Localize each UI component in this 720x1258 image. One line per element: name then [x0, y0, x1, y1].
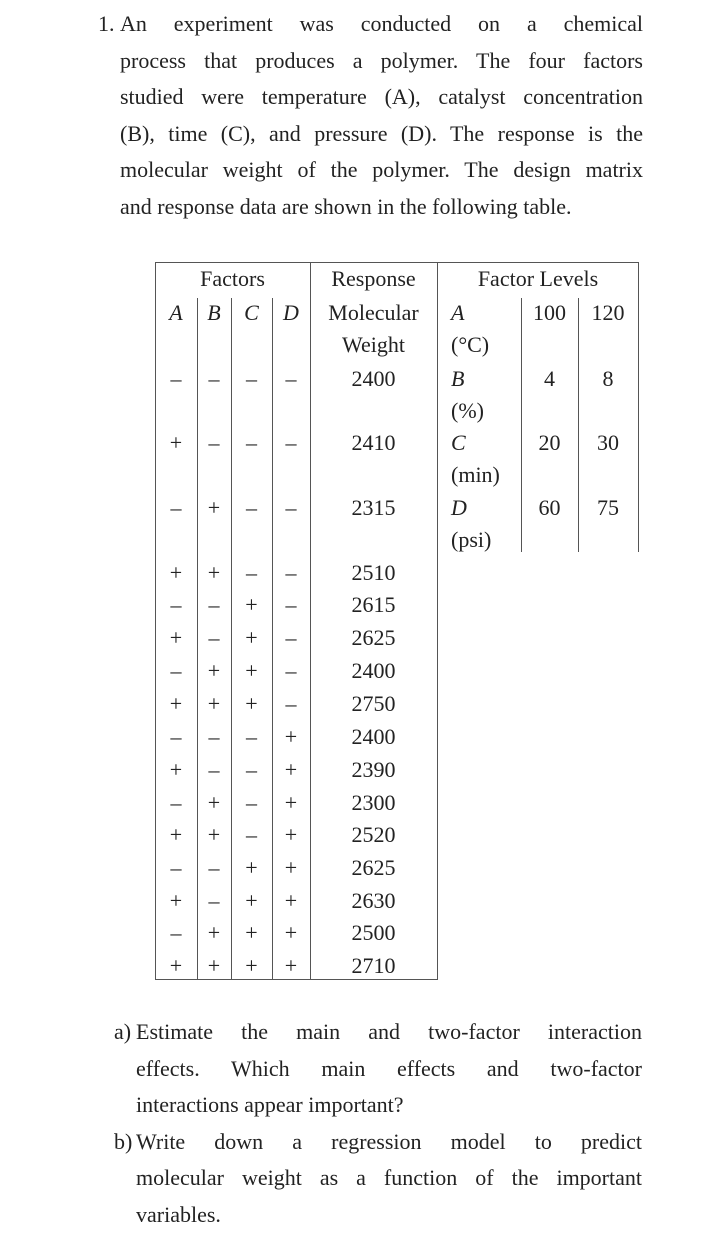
- level-b-unit: (%): [451, 398, 484, 423]
- run-7-c-sign: +: [245, 658, 258, 683]
- run-11-d-sign: +: [284, 790, 298, 815]
- level-c-unit: (min): [451, 462, 500, 487]
- run-15-response: 2500: [351, 920, 396, 945]
- run-13-response: 2625: [351, 855, 396, 880]
- run-15-c-sign: +: [245, 920, 258, 945]
- header-weight: Weight: [342, 332, 405, 357]
- level-b-high: 8: [602, 366, 614, 391]
- response-divider: [437, 262, 438, 979]
- level-a-high: 120: [591, 300, 625, 325]
- level-d-name: D: [451, 495, 467, 520]
- run-6-b-sign: –: [208, 625, 220, 650]
- run-15-d-sign: +: [284, 920, 298, 945]
- question-a-line-3: interactions appear important?: [136, 1092, 404, 1118]
- problem-number: 1.: [98, 11, 115, 36]
- header-molecular: Molecular: [328, 300, 419, 325]
- problem-line-2: process that produces a polymer. The four factors: [120, 47, 643, 73]
- problem-line-1: 1. An experiment was conducted on a chemical: [98, 6, 643, 43]
- levels-border-right: [638, 262, 639, 552]
- level-c-low: 20: [538, 430, 561, 455]
- run-11-c-sign: –: [246, 790, 257, 815]
- run-9-response: 2400: [351, 724, 396, 749]
- run-8-b-sign: +: [207, 691, 221, 716]
- run-15-b-sign: +: [207, 920, 221, 945]
- run-11-b-sign: +: [207, 790, 221, 815]
- run-1-b-sign: –: [208, 366, 220, 391]
- run-12-response: 2520: [351, 822, 396, 847]
- problem-statement: [98, 6, 643, 226]
- problem-line-5: molecular weight of the polymer. The design matrix: [120, 157, 643, 183]
- run-1-d-sign: –: [285, 366, 297, 391]
- question-a-line-2: effects. Which main effects and two-factor: [136, 1055, 642, 1081]
- run-10-c-sign: –: [246, 757, 257, 782]
- question-b-line-1: Write down a regression model to predict: [136, 1128, 642, 1154]
- run-1-response: 2400: [351, 366, 396, 391]
- run-9-c-sign: –: [246, 724, 257, 749]
- run-2-a-sign: +: [169, 430, 183, 455]
- level-a-name: A: [451, 300, 465, 325]
- run-2-c-sign: –: [246, 430, 257, 455]
- run-14-a-sign: +: [169, 888, 183, 913]
- run-8-response: 2750: [351, 691, 396, 716]
- run-14-c-sign: +: [245, 888, 258, 913]
- run-5-c-sign: +: [245, 592, 258, 617]
- level-a-unit: (°C): [451, 332, 490, 357]
- table-border-top: [155, 262, 639, 263]
- run-3-response: 2315: [351, 495, 396, 520]
- question-a-line-1: Estimate the main and two-factor interaction: [136, 1019, 642, 1044]
- run-13-a-sign: –: [170, 855, 182, 880]
- level-d-low: 60: [538, 495, 561, 520]
- level-a-low: 100: [533, 300, 566, 325]
- run-10-a-sign: +: [169, 757, 183, 782]
- run-16-d-sign: +: [284, 953, 298, 978]
- run-16-b-sign: +: [207, 953, 221, 978]
- run-14-response: 2630: [351, 888, 396, 913]
- run-7-response: 2400: [351, 658, 396, 683]
- header-response: Response: [331, 266, 416, 291]
- run-6-d-sign: –: [285, 625, 297, 650]
- run-6-response: 2625: [351, 625, 396, 650]
- run-2-d-sign: –: [285, 430, 297, 455]
- run-4-d-sign: –: [285, 560, 297, 585]
- col-header-d: D: [283, 300, 299, 325]
- level-c-name: C: [451, 430, 466, 455]
- run-6-c-sign: +: [245, 625, 258, 650]
- level-b-name: B: [451, 366, 465, 391]
- question-a: [114, 1014, 642, 1124]
- run-13-b-sign: –: [208, 855, 220, 880]
- level-b-low: 4: [544, 366, 555, 391]
- run-11-response: 2300: [351, 790, 396, 815]
- run-4-c-sign: –: [246, 560, 257, 585]
- run-6-a-sign: +: [169, 625, 183, 650]
- question-b-line-3: variables.: [136, 1201, 221, 1227]
- run-12-a-sign: +: [169, 822, 183, 847]
- run-7-b-sign: +: [207, 658, 221, 683]
- run-16-response: 2710: [351, 953, 396, 978]
- run-12-c-sign: –: [246, 822, 257, 847]
- col-header-c: C: [244, 300, 259, 325]
- run-9-b-sign: –: [208, 724, 220, 749]
- run-5-d-sign: –: [285, 592, 297, 617]
- run-11-a-sign: –: [170, 790, 182, 815]
- run-5-b-sign: –: [208, 592, 220, 617]
- run-1-c-sign: –: [246, 366, 257, 391]
- run-15-a-sign: –: [170, 920, 182, 945]
- run-14-d-sign: +: [284, 888, 298, 913]
- run-16-c-sign: +: [245, 953, 258, 978]
- question-b: [114, 1124, 642, 1234]
- question-b-line-2: molecular weight as a function of the important: [136, 1165, 642, 1191]
- run-1-a-sign: –: [170, 366, 182, 391]
- run-2-response: 2410: [351, 430, 396, 455]
- header-factor-levels: Factor Levels: [477, 266, 599, 291]
- run-2-b-sign: –: [208, 430, 220, 455]
- question-a-label: a): [114, 1019, 132, 1044]
- run-10-d-sign: +: [284, 757, 298, 782]
- run-5-a-sign: –: [170, 592, 182, 617]
- table-border-bottom: [155, 979, 438, 980]
- col-header-b: B: [207, 300, 221, 325]
- run-8-c-sign: +: [245, 691, 258, 716]
- run-12-b-sign: +: [207, 822, 221, 847]
- problem-line-3: studied were temperature (A), catalyst concentration: [120, 84, 643, 110]
- col-header-a: A: [169, 300, 183, 325]
- level-d-unit: (psi): [451, 527, 492, 552]
- level-c-high: 30: [597, 430, 619, 455]
- run-3-b-sign: +: [207, 495, 221, 520]
- run-9-a-sign: –: [170, 724, 182, 749]
- run-14-b-sign: –: [208, 888, 220, 913]
- run-4-response: 2510: [351, 560, 396, 585]
- run-4-a-sign: +: [169, 560, 183, 585]
- run-5-response: 2615: [351, 592, 396, 617]
- run-10-b-sign: –: [208, 757, 220, 782]
- run-13-d-sign: +: [284, 855, 298, 880]
- run-16-a-sign: +: [169, 953, 183, 978]
- question-b-label: b): [114, 1128, 133, 1154]
- header-factors: Factors: [200, 266, 265, 291]
- run-10-response: 2390: [351, 757, 396, 782]
- questions: [114, 1014, 642, 1234]
- run-8-d-sign: –: [285, 691, 297, 716]
- design-matrix-table: [155, 262, 639, 980]
- run-4-b-sign: +: [207, 560, 221, 585]
- run-7-d-sign: –: [285, 658, 297, 683]
- run-8-a-sign: +: [169, 691, 183, 716]
- run-12-d-sign: +: [284, 822, 298, 847]
- run-7-a-sign: –: [170, 658, 182, 683]
- run-13-c-sign: +: [245, 855, 258, 880]
- run-3-c-sign: –: [246, 495, 257, 520]
- problem-line-6: and response data are shown in the following table.: [120, 193, 572, 219]
- run-9-d-sign: +: [284, 724, 298, 749]
- problem-line-4: (B), time (C), and pressure (D). The response is the: [120, 120, 643, 146]
- run-3-d-sign: –: [285, 495, 297, 520]
- run-3-a-sign: –: [170, 495, 182, 520]
- level-d-high: 75: [597, 495, 619, 520]
